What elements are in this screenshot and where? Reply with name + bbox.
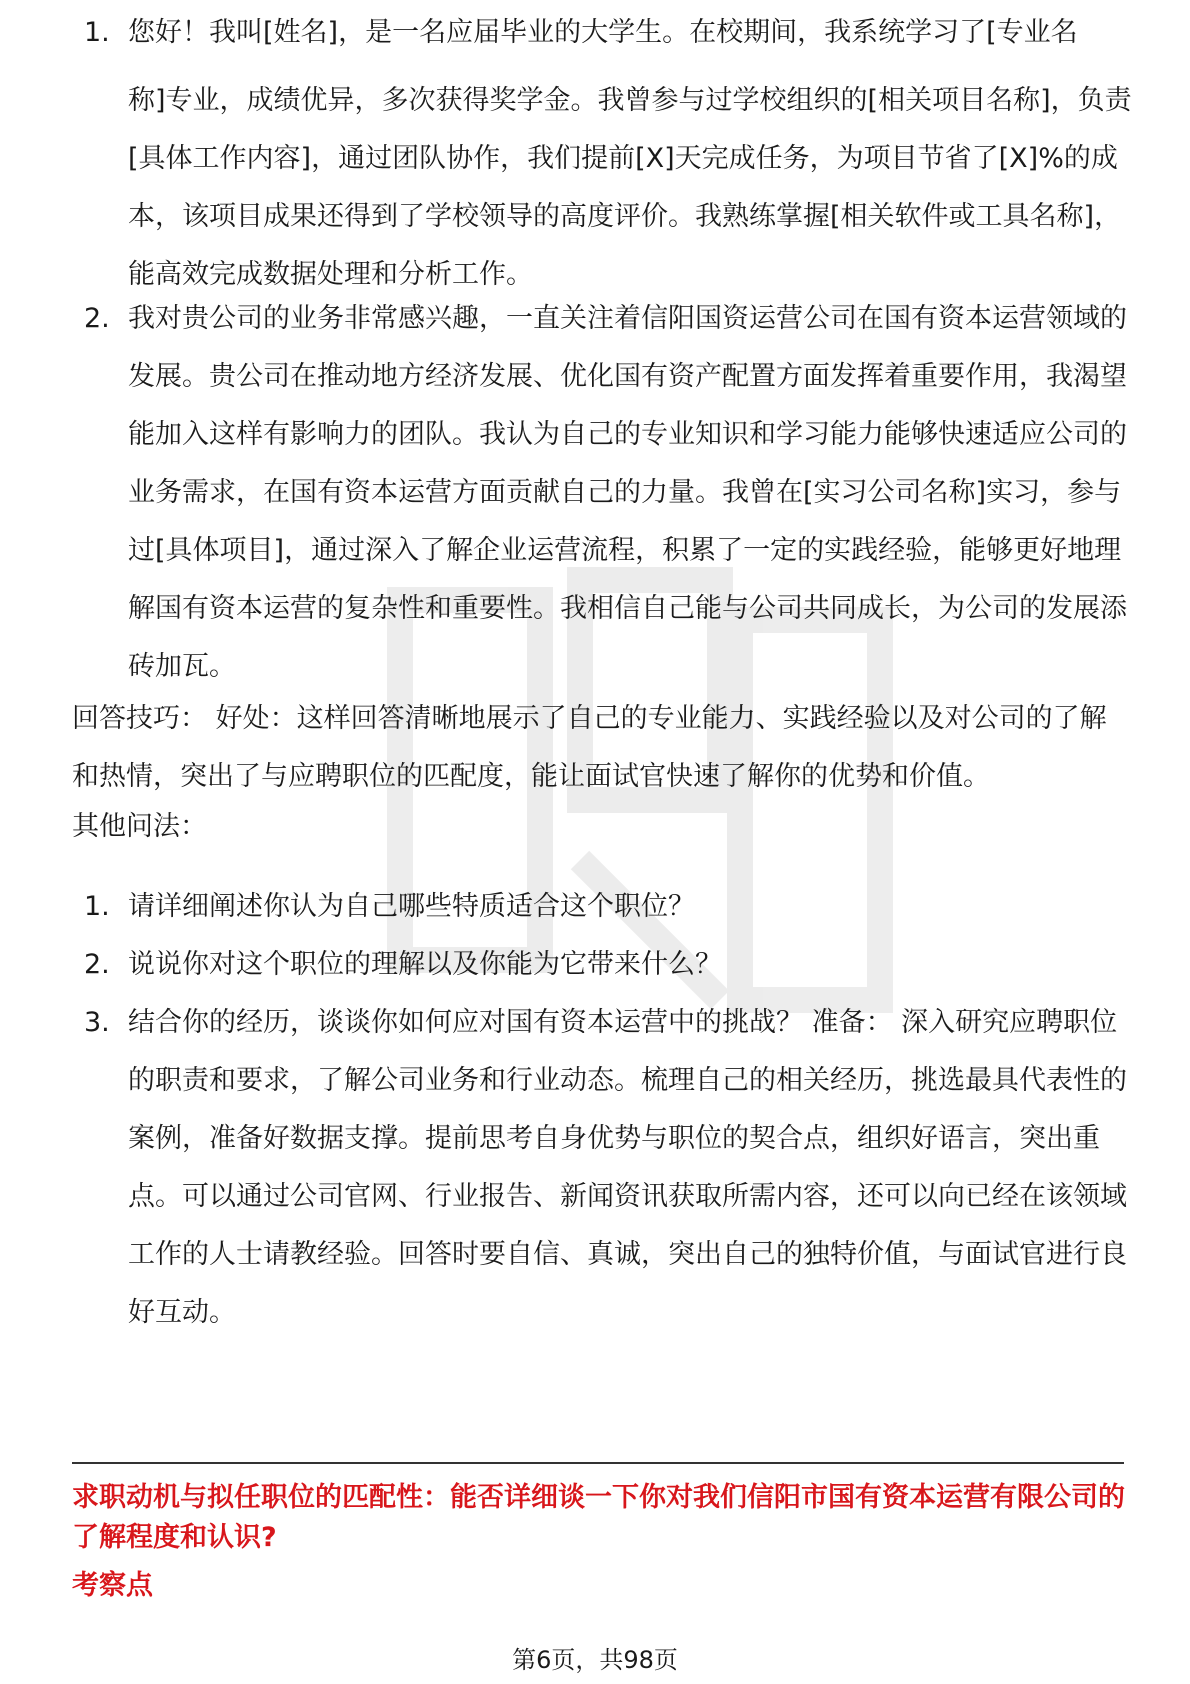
other-questions-heading: 其他问法： (72, 811, 207, 842)
list-number: 2. (84, 949, 110, 980)
assessment-point-heading: 考察点 (72, 1570, 153, 1601)
list-item (72, 290, 1132, 696)
list-item (72, 72, 1132, 304)
list-item (72, 994, 1132, 1342)
list-item-text: 称]专业，成绩优异，多次获得奖学金。我曾参与过学校组织的[相关项目名称]，负责[具体工作内容]，通过团队协作，我们提前[X]天完成任务，为项目节省了[X]%的成本，该项目成果还得到了学校领导的高度评价。我熟练掌握[相关软件或工具名称]，能高效完成数据处理和分析工作。 (128, 85, 1132, 290)
list-item (72, 878, 1132, 936)
cut-off-text-line: 您好！我叫[姓名]，是一名应届毕业的大学生。在校期间，我系统学习了[专业名 (128, 17, 1078, 48)
page-footer: 第6页，共98页 (512, 1646, 678, 1674)
list-item-text: 结合你的经历，谈谈你如何应对国有资本运营中的挑战？ 准备： 深入研究应聘职位的职责和要求，了解公司业务和行业动态。梳理自己的相关经历，挑选最具代表性的案例，准备好数据支撑。提前思考自身优势与职位的契合点，组织好语言，突出重点。可以通过公司官网、行业报告、新闻资讯获取所需内容，还可以向已经在该领域工作的人士请教经验。回答时要自信、真诚，突出自己的独特价值，与面试官进行良好互动。 (128, 1007, 1127, 1328)
answer-tips-paragraph (72, 690, 1132, 806)
answer-list (72, 72, 1132, 304)
list-item-text: 说说你对这个职位的理解以及你能为它带来什么？ (128, 949, 722, 980)
list-item-text: 请详细阐述你认为自己哪些特质适合这个职位？ (128, 891, 695, 922)
list-item-text: 我对贵公司的业务非常感兴趣，一直关注着信阳国资运营公司在国有资本运营领域的发展。贵公司在推动地方经济发展、优化国有资产配置方面发挥着重要作用，我渴望能加入这样有影响力的团队。我认为自己的专业知识和学习能力能够快速适应公司的业务需求，在国有资本运营方面贡献自己的力量。我曾在[实习公司名称]实习，参与过[具体项目]，通过深入了解企业运营流程，积累了一定的实践经验，能够更好地理解国有资本运营的复杂性和重要性。我相信自己能与公司共同成长，为公司的发展添砖加瓦。 (128, 303, 1127, 682)
answer-list-continued (72, 290, 1132, 696)
list-number: 1. (84, 17, 110, 48)
list-number: 3. (84, 1007, 110, 1038)
answer-tips-text: 回答技巧： 好处：这样回答清晰地展示了自己的专业能力、实践经验以及对公司的了解和热情，突出了与应聘职位的匹配度，能让面试官快速了解你的优势和价值。 (72, 703, 1107, 792)
other-questions-list (72, 878, 1132, 1342)
list-number: 2. (84, 303, 110, 334)
list-item (72, 936, 1132, 994)
question-heading: 求职动机与拟任职位的匹配性：能否详细谈一下你对我们信阳市国有资本运营有限公司的了解程度和认识? (72, 1482, 1125, 1553)
section-divider (72, 1462, 1124, 1464)
list-number: 1. (84, 891, 110, 922)
